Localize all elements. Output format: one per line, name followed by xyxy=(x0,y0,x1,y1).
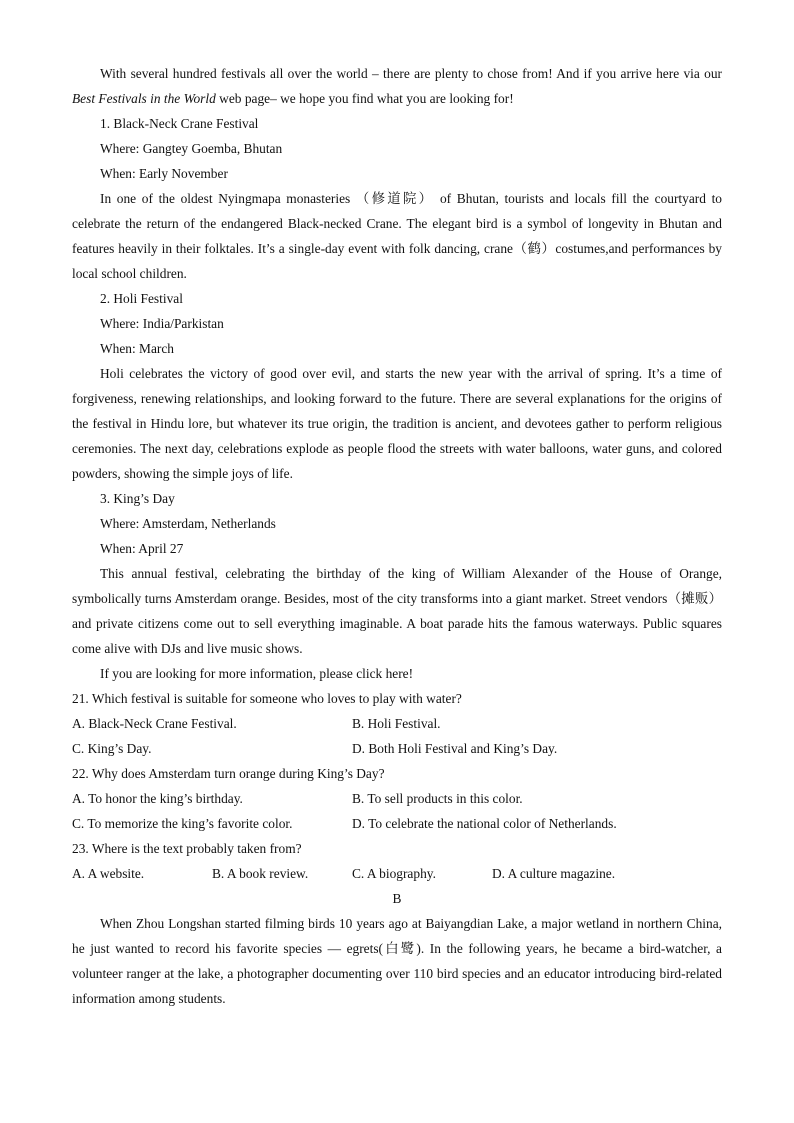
option-row xyxy=(72,811,722,836)
answer-option[interactable]: D. Both Holi Festival and King’s Day. xyxy=(352,741,558,756)
festival-when: When: Early November xyxy=(100,166,228,181)
section-b-paragraph: When Zhou Longshan started filming birds 10 years ago at Baiyangdian Lake, a major wetland in northern China, he just wanted to record his favorite species — egrets(白鹭). In the following years, he became a bird-watcher, a volunteer ranger at the lake, a photographer documenting over 110 bird species and an educator introducing bird-related information among students. xyxy=(72,916,722,1006)
answer-option[interactable]: C. King’s Day. xyxy=(72,741,152,756)
answer-option[interactable]: A. Black-Neck Crane Festival. xyxy=(72,716,237,731)
festival-heading: 2. Holi Festival xyxy=(100,291,183,306)
document-page xyxy=(72,61,722,1011)
option-row xyxy=(72,736,722,761)
festival-entry xyxy=(72,111,722,286)
intro-text-after: web page– we hope you find what you are looking for! xyxy=(215,91,514,106)
question-block xyxy=(72,836,722,886)
festival-where: Where: India/Parkistan xyxy=(100,316,224,331)
answer-option[interactable]: A. A website. xyxy=(72,866,145,881)
festival-entry xyxy=(72,486,722,661)
webpage-title: Best Festivals in the World xyxy=(72,91,216,106)
festival-description: In one of the oldest Nyingmapa monasteries （修道院） of Bhutan, tourists and locals fill the courtyard to celebrate the return of the endangered Black-necked Crane. The elegant bird is a symbol of longevity in Bhutan and features heavily in their folktales. It’s a single-day event with folk dancing, crane（鹤）costumes,and performances by local school children. xyxy=(72,191,722,281)
question-block xyxy=(72,686,722,761)
festival-heading: 1. Black-Neck Crane Festival xyxy=(100,116,259,131)
answer-option[interactable]: C. A biography. xyxy=(352,866,436,881)
answer-option[interactable]: D. To celebrate the national color of Netherlands. xyxy=(352,816,617,831)
question-stem: 23. Where is the text probably taken from? xyxy=(72,841,302,856)
festival-when: When: March xyxy=(100,341,174,356)
festival-where: Where: Amsterdam, Netherlands xyxy=(100,516,276,531)
festival-heading: 3. King’s Day xyxy=(100,491,175,506)
option-row xyxy=(72,861,722,886)
intro-text-before: With several hundred festivals all over the world – there are plenty to chose from! And if you arrive here via our xyxy=(100,66,722,81)
option-row xyxy=(72,711,722,736)
answer-option[interactable]: A. To honor the king’s birthday. xyxy=(72,791,243,806)
festival-when: When: April 27 xyxy=(100,541,184,556)
question-block xyxy=(72,761,722,836)
festival-description: Holi celebrates the victory of good over evil, and starts the new year with the arrival of spring. It’s a time of forgiveness, renewing relationships, and looking forward to the future. There are several explanations for the origins of the festival in Hindu lore, but whatever its true origin, the tradition is ancient, and devotees gather to perform religious ceremonies. The next day, celebrations explode as people flood the streets with water balloons, water guns, and colored powders, showing the simple joys of life. xyxy=(72,366,722,481)
question-stem: 22. Why does Amsterdam turn orange during King’s Day? xyxy=(72,766,385,781)
festival-entry xyxy=(72,286,722,486)
question-stem: 21. Which festival is suitable for someone who loves to play with water? xyxy=(72,691,462,706)
answer-option[interactable]: C. To memorize the king’s favorite color. xyxy=(72,816,293,831)
answer-option[interactable]: D. A culture magazine. xyxy=(492,866,616,881)
festival-where: Where: Gangtey Goemba, Bhutan xyxy=(100,141,283,156)
answer-option[interactable]: B. To sell products in this color. xyxy=(352,791,523,806)
intro-paragraph xyxy=(72,61,722,111)
more-info-link[interactable]: If you are looking for more information, please click here! xyxy=(100,666,414,681)
section-label: B xyxy=(392,891,402,906)
festival-description: This annual festival, celebrating the birthday of the king of William Alexander of the House of Orange, symbolically turns Amsterdam orange. Besides, most of the city transforms into a giant market. Street vendors（摊贩）and private citizens come out to sell everything imaginable. A boat parade hits the famous waterways. Public squares come alive with DJs and live music shows. xyxy=(72,566,722,656)
answer-option[interactable]: B. A book review. xyxy=(212,866,309,881)
answer-option[interactable]: B. Holi Festival. xyxy=(352,716,441,731)
option-row xyxy=(72,786,722,811)
